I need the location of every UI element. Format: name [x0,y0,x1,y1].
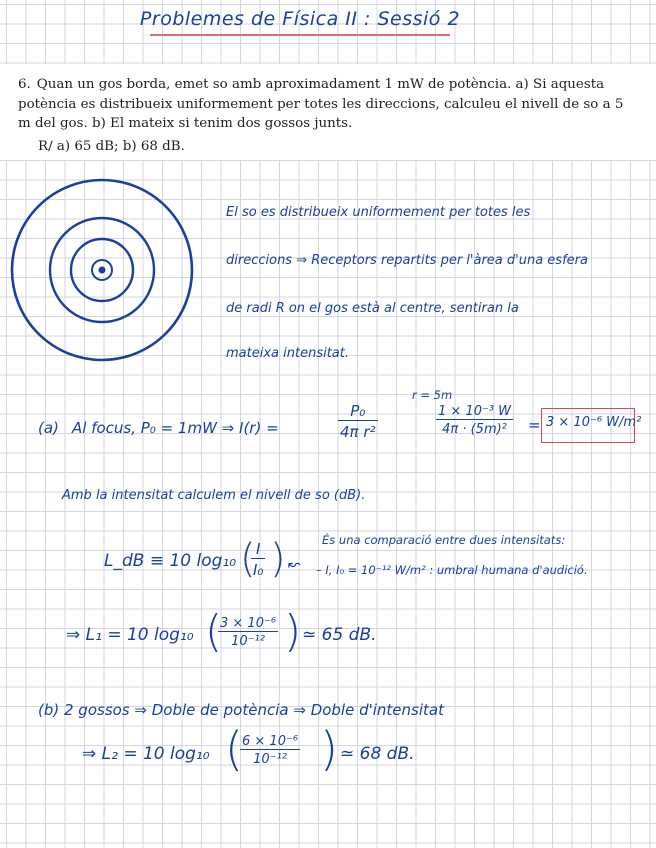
l2-left-paren: ( [225,722,243,776]
problem-text [18,75,630,134]
problem-body: Quan un gos borda, emet so amb aproximadament 1 mW de potència. a) Si aquesta potència es distribueix uniformement per totes les direccions, calculeu el nivell de so a 5 m del gos. b) El mateix si tenim dos gossos junts. [18,77,624,131]
l2-fraction [240,734,300,767]
numeric-fraction [436,404,513,437]
ldb-fraction [251,540,265,579]
part-a-label: (a) [38,419,59,437]
part-a-lhs: Al focus, P₀ = 1mW ⇒ I(r) = [72,419,279,437]
l1-left-paren: ( [205,606,223,657]
sound-sphere-diagram [0,168,220,378]
note-line-4: mateixa intensitat. [226,346,349,361]
part-b-line: (b) 2 gossos ⇒ Doble de potència ⇒ Doble d'intensitat [38,701,444,719]
ldb-numerator: I [256,540,261,558]
l1-fraction [218,616,278,649]
intensity-line: Amb la intensitat calculem el nivell de so (dB). [62,488,366,503]
ldb-note-1: És una comparació entre dues intensitats: [322,533,566,547]
l2-result: ≃ 68 dB. [340,744,415,764]
l1-denominator: 10⁻¹² [218,631,278,649]
ldb-right-paren: ) [270,536,286,582]
intensity-fraction [338,402,378,441]
note-line-1: El so es distribueix uniformement per totes les [226,205,531,220]
numeric-numerator: 1 × 10⁻³ W [438,404,512,419]
ldb-denominator: I₀ [251,558,265,579]
l2-lhs: ⇒ L₂ = 10 log₁₀ [82,744,210,764]
intensity-denominator: 4π r² [338,420,378,441]
problem-answer: R/ a) 65 dB; b) 68 dB. [38,139,185,154]
note-line-2: direccions ⇒ Receptors repartits per l'àrea d'una esfera [226,253,588,268]
problem-statement [0,64,656,160]
problem-number: 6. [18,77,31,92]
l2-denominator: 10⁻¹² [240,749,300,767]
l2-right-paren: ) [320,722,338,776]
l1-result: ≃ 65 dB. [302,625,377,645]
l1-right-paren: ) [284,606,302,657]
page-title: Problemes de Física II : Sessió 2 [139,8,461,30]
boxed-result-text: 3 × 10⁻⁶ W/m² [546,415,642,430]
numeric-denominator: 4π · (5m)² [436,419,513,437]
note-line-3: de radi R on el gos està al centre, sentiran la [226,301,519,316]
ldb-lhs: L_dB ≡ 10 log₁₀ [104,551,237,571]
ldb-note-2: – I, I₀ = 10⁻¹² W/m² : umbral humana d'audició. [316,563,588,577]
ldb-left-paren: ( [240,536,256,582]
l1-numerator: 3 × 10⁻⁶ [220,616,277,631]
title-underline [150,34,450,36]
l2-numerator: 6 × 10⁻⁶ [242,734,299,749]
arrow-squiggle-icon: ↜ [288,555,301,573]
source-dot [99,267,106,274]
l1-lhs: ⇒ L₁ = 10 log₁₀ [66,625,194,645]
intensity-numerator: P₀ [350,402,366,420]
radius-annotation: r = 5m [412,388,453,402]
equals-sign: = [528,416,541,434]
